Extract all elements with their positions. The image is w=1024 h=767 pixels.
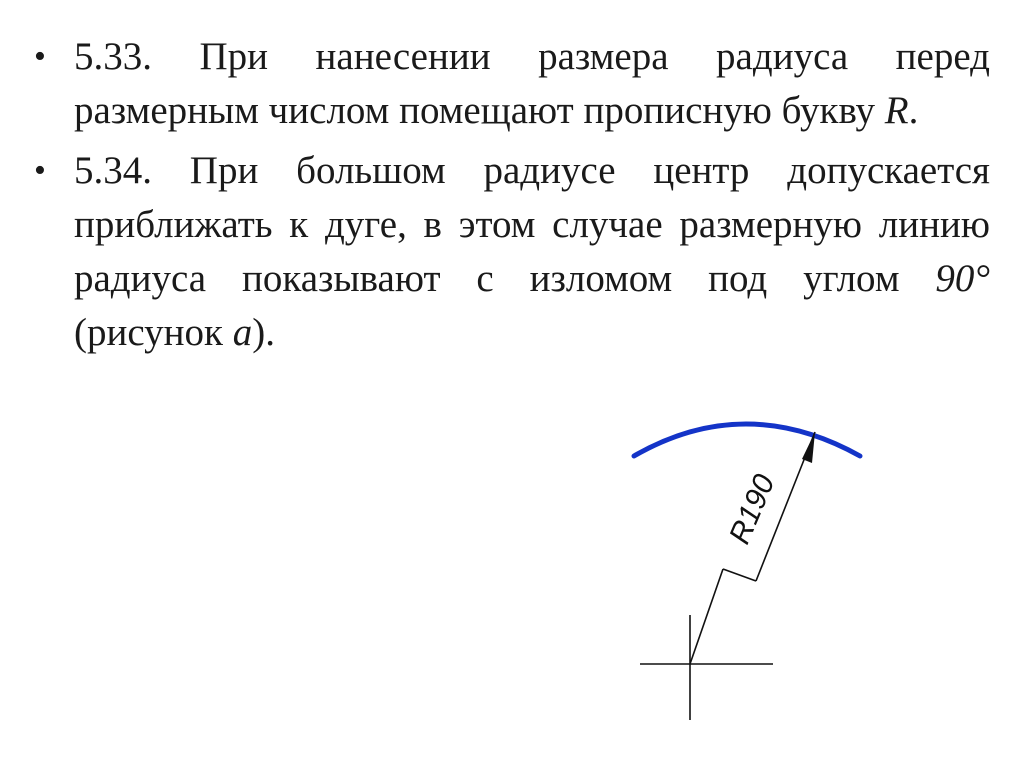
- italic-letter-a: а: [232, 311, 253, 354]
- italic-letter-r: R: [884, 89, 909, 132]
- bullet-dot: •: [34, 152, 46, 189]
- paragraph-5-34: [28, 144, 990, 360]
- arc: [634, 424, 860, 456]
- dimension-label: R190: [723, 469, 782, 549]
- italic-angle: 90°: [935, 257, 990, 300]
- dimension-line-upper: [756, 432, 815, 581]
- paragraph-text: 5.33. При нанесении размера радиуса перед размерным числом помещают прописную букву: [74, 35, 990, 132]
- paragraph-end: .: [908, 89, 919, 132]
- dimension-line-lower: [690, 569, 723, 664]
- dimension-line-jog: [723, 569, 756, 581]
- bullet-dot: •: [34, 38, 46, 75]
- paragraph-text: 5.34. При большом радиусе центр допускается приближать к дуге, в этом случае размерную линию радиуса показывают с изломом под углом: [74, 149, 990, 300]
- paragraph-mid: (рисунок: [74, 311, 233, 354]
- paragraph-end: ).: [252, 311, 275, 354]
- arrowhead: [802, 432, 815, 463]
- paragraph-5-33: [28, 30, 990, 138]
- bullet-list: [28, 30, 990, 366]
